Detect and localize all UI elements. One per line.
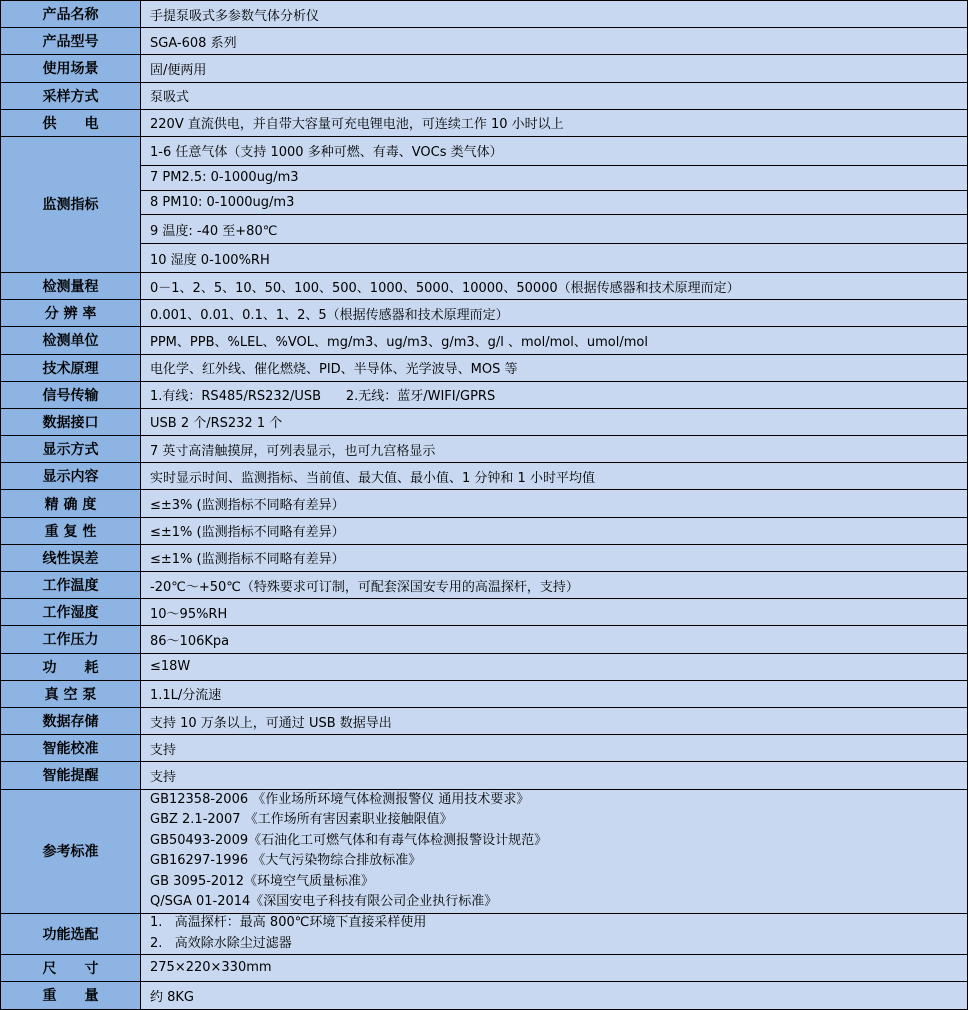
row-value: 实时显示时间、监测指标、当前值、最大值、最小值、1 分钟和 1 小时平均值 — [141, 463, 967, 489]
row-value: ≤18W — [141, 654, 967, 680]
table-row-linearity-error — [1, 545, 967, 572]
row-label: 智能校准 — [1, 735, 141, 761]
row-value: 支持 — [141, 735, 967, 761]
row-value: 275×220×330mm — [141, 955, 967, 981]
row-value: 86～106Kpa — [141, 626, 967, 652]
option-line: 2. 高效除水除尘过滤器 — [150, 935, 292, 951]
table-row-reference-standards — [1, 790, 967, 914]
row-label: 真 空 泵 — [1, 681, 141, 707]
table-row-sampling-method — [1, 83, 967, 110]
row-value: 约 8KG — [141, 982, 967, 1009]
optional-features-list — [141, 914, 967, 954]
table-row-product-model — [1, 28, 967, 55]
standard-line: GB50493-2009《石油化工可燃气体和有毒气体检测报警设计规范》 — [150, 832, 548, 848]
table-row-signal-transmission — [1, 382, 967, 409]
row-label: 智能提醒 — [1, 762, 141, 788]
row-label: 功能选配 — [1, 914, 141, 954]
row-label: 参考标准 — [1, 790, 141, 913]
table-row-detection-units — [1, 327, 967, 354]
row-value: -20℃～+50℃（特殊要求可订制，可配套深国安专用的高温探杆，支持） — [141, 572, 967, 598]
row-label: 显示内容 — [1, 463, 141, 489]
row-value: ≤±1% (监测指标不同略有差异） — [141, 545, 967, 571]
table-row-data-interface — [1, 409, 967, 436]
row-label: 线性误差 — [1, 545, 141, 571]
row-value: ≤±1% (监测指标不同略有差异） — [141, 518, 967, 544]
table-row-working-temperature — [1, 572, 967, 599]
row-value: 220V 直流供电，并自带大容量可充电锂电池，可连续工作 10 小时以上 — [141, 110, 967, 136]
table-row-accuracy — [1, 490, 967, 517]
table-row-optional-features — [1, 914, 967, 955]
table-row-display-mode — [1, 436, 967, 463]
row-value: PPM、PPB、%LEL、%VOL、mg/m3、ug/m3、g/m3、g/l 、mol/mol、umol/mol — [141, 327, 967, 353]
row-label: 检测单位 — [1, 327, 141, 353]
row-value: 7 英寸高清触摸屏，可列表显示，也可九宫格显示 — [141, 436, 967, 462]
monitor-subrow: 9 温度: -40 至+80℃ — [141, 215, 967, 244]
row-label: 尺 寸 — [1, 955, 141, 981]
row-value: 电化学、红外线、催化燃烧、PID、半导体、光学波导、MOS 等 — [141, 355, 967, 381]
monitor-indicator-subrows — [141, 137, 967, 272]
monitor-subrow: 8 PM10: 0-1000ug/m3 — [141, 191, 967, 216]
row-value: 支持 10 万条以上，可通过 USB 数据导出 — [141, 708, 967, 734]
table-row-vacuum-pump — [1, 681, 967, 708]
row-label: 检测量程 — [1, 273, 141, 299]
row-value: 10～95%RH — [141, 599, 967, 625]
row-value: USB 2 个/RS232 1 个 — [141, 409, 967, 435]
row-value: 手提泵吸式多参数气体分析仪 — [141, 1, 967, 27]
row-label: 产品名称 — [1, 1, 141, 27]
row-label: 产品型号 — [1, 28, 141, 54]
table-row-smart-calibration — [1, 735, 967, 762]
table-row-monitor-indicators — [1, 137, 967, 273]
monitor-subrow: 7 PM2.5: 0-1000ug/m3 — [141, 166, 967, 191]
table-row-data-storage — [1, 708, 967, 735]
option-line: 1. 高温探杆：最高 800℃环境下直接采样使用 — [150, 915, 427, 930]
table-row-resolution — [1, 300, 967, 327]
standard-line: GB12358-2006 《作业场所环境气体检测报警仪 通用技术要求》 — [150, 791, 530, 807]
table-row-power-supply — [1, 110, 967, 137]
standard-line: GB 3095-2012《环境空气质量标准》 — [150, 873, 374, 889]
row-value: SGA-608 系列 — [141, 28, 967, 54]
row-value: 0－1、2、5、10、50、100、500、1000、5000、10000、50000（根据传感器和技术原理而定） — [141, 273, 967, 299]
row-label: 数据接口 — [1, 409, 141, 435]
table-row-working-pressure — [1, 626, 967, 653]
row-label: 显示方式 — [1, 436, 141, 462]
row-value: 0.001、0.01、0.1、1、2、5（根据传感器和技术原理而定） — [141, 300, 967, 326]
row-label: 功 耗 — [1, 654, 141, 680]
table-row-product-name — [1, 1, 967, 28]
row-value: 支持 — [141, 762, 967, 788]
table-row-usage-scene — [1, 55, 967, 82]
standard-line: GBZ 2.1-2007 《工作场所有害因素职业接触限值》 — [150, 812, 453, 827]
row-value: 泵吸式 — [141, 83, 967, 109]
table-row-repeatability — [1, 518, 967, 545]
standard-line: GB16297-1996 《大气污染物综合排放标准》 — [150, 853, 422, 868]
row-label: 工作湿度 — [1, 599, 141, 625]
row-label: 数据存储 — [1, 708, 141, 734]
table-row-technical-principle — [1, 355, 967, 382]
row-value: 1.有线：RS485/RS232/USB 2.无线：蓝牙/WIFI/GPRS — [141, 382, 967, 408]
table-row-detection-range — [1, 273, 967, 300]
table-row-power-consumption — [1, 654, 967, 681]
row-label: 重 量 — [1, 982, 141, 1009]
table-row-smart-reminder — [1, 762, 967, 789]
table-row-weight — [1, 982, 967, 1009]
row-label: 技术原理 — [1, 355, 141, 381]
monitor-subrow: 10 湿度 0-100%RH — [141, 244, 967, 272]
row-value: ≤±3% (监测指标不同略有差异） — [141, 490, 967, 516]
row-label: 精 确 度 — [1, 490, 141, 516]
row-label: 供 电 — [1, 110, 141, 136]
monitor-subrow: 1-6 任意气体（支持 1000 多种可燃、有毒、VOCs 类气体） — [141, 137, 967, 166]
standard-line: Q/SGA 01-2014《深国安电子科技有限公司企业执行标准》 — [150, 894, 498, 909]
row-value: 1.1L/分流速 — [141, 681, 967, 707]
row-label: 采样方式 — [1, 83, 141, 109]
table-row-display-content — [1, 463, 967, 490]
row-label: 信号传输 — [1, 382, 141, 408]
reference-standards-list — [141, 790, 967, 913]
row-label: 工作压力 — [1, 626, 141, 652]
row-value: 固/便两用 — [141, 55, 967, 81]
table-row-working-humidity — [1, 599, 967, 626]
row-label: 工作温度 — [1, 572, 141, 598]
row-label: 使用场景 — [1, 55, 141, 81]
row-label: 分 辨 率 — [1, 300, 141, 326]
row-label: 重 复 性 — [1, 518, 141, 544]
row-label: 监测指标 — [1, 137, 141, 272]
table-row-dimensions — [1, 955, 967, 982]
